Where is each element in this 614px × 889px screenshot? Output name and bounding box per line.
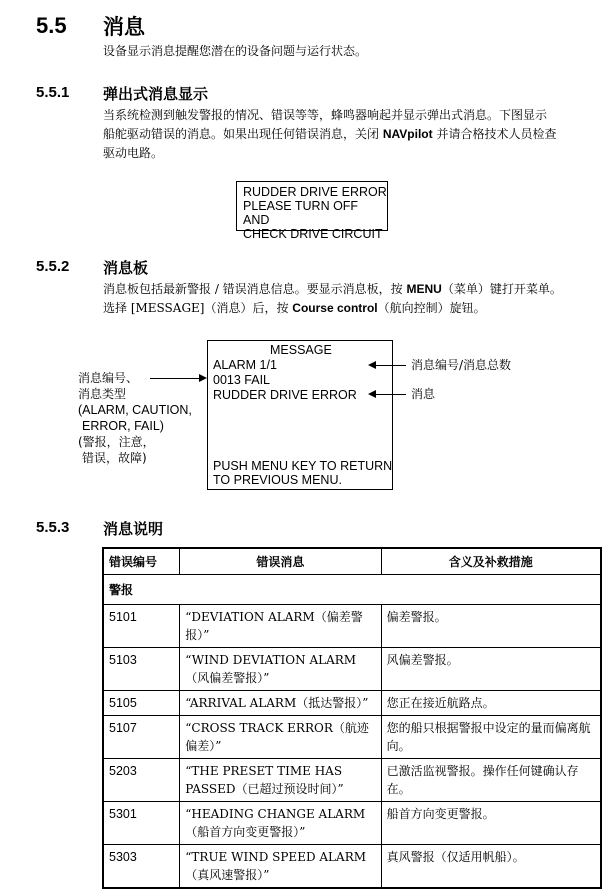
table-row [103, 845, 601, 889]
callout-left-line: (警报，注意， [78, 435, 155, 449]
board-code-line: 0013 FAIL [213, 373, 270, 387]
row-code: 5203 [103, 759, 180, 802]
popup-para-line-2: 船舵驱动错误的消息。如果出现任何错误消息，关闭 NAVpilot 并请合格技术人员检查 [103, 127, 557, 141]
message-table [102, 547, 602, 889]
header-message: 错误消息 [180, 548, 381, 575]
row-code: 5303 [103, 845, 180, 889]
menu-key-text: MENU [406, 282, 442, 296]
category-alarm: 警报 [103, 575, 601, 605]
section-intro: 设备显示消息提醒您潜在的设备问题与运行状态。 [103, 44, 368, 58]
row-meaning: 已激活监视警报。操作任何键确认存在。 [381, 759, 601, 802]
row-message: “THE PRESET TIME HAS PASSED（已超过预设时间）” [180, 759, 381, 802]
message-board-diagram [207, 340, 393, 490]
row-message: “ARRIVAL ALARM（抵达警报）” [180, 691, 381, 716]
row-meaning: 船首方向变更警报。 [381, 802, 601, 845]
callout-message-leader [376, 394, 406, 395]
callout-count-arrow-icon [368, 361, 376, 369]
section-number: 5.5 [36, 13, 67, 38]
callout-count-leader [376, 365, 406, 366]
course-control-text: Course control [292, 301, 378, 315]
board-para-line-2: 选择 [MESSAGE]（消息）后，按 Course control（航向控制）旋钮。 [103, 301, 486, 315]
row-code: 5101 [103, 605, 180, 648]
row-meaning: 偏差警报。 [381, 605, 601, 648]
row-message: “TRUE WIND SPEED ALARM（真风速警报）” [180, 845, 381, 889]
row-code: 5103 [103, 648, 180, 691]
table-row [103, 759, 601, 802]
row-message: “HEADING CHANGE ALARM（船首方向变更警报）” [180, 802, 381, 845]
row-code: 5105 [103, 691, 180, 716]
table-row [103, 716, 601, 759]
row-meaning: 您的船只根据警报中设定的量而偏离航向。 [381, 716, 601, 759]
popup-line: RUDDER DRIVE ERROR [243, 185, 387, 199]
popup-line: CHECK DRIVE CIRCUIT [243, 227, 383, 241]
callout-count-label: 消息编号/消息总数 [411, 358, 512, 372]
table-header-row [103, 548, 601, 575]
row-code: 5301 [103, 802, 180, 845]
subsection-number-desc: 5.5.3 [36, 519, 70, 536]
callout-left-leader [150, 378, 200, 379]
popup-paragraph [103, 106, 603, 163]
board-paragraph [103, 280, 603, 318]
navpilot-text: NAVpilot [382, 127, 433, 141]
popup-para-line-3: 驱动电路。 [103, 146, 164, 160]
callout-message-label: 消息 [411, 387, 436, 401]
row-meaning: 真风警报（仅适用帆船）。 [381, 845, 601, 889]
callout-left-line: (ALARM, CAUTION, [78, 403, 192, 417]
subsection-title-board: 消息板 [103, 259, 149, 277]
row-code: 5107 [103, 716, 180, 759]
callout-message-arrow-icon [368, 390, 376, 398]
popup-line: PLEASE TURN OFF AND [243, 199, 359, 227]
board-alarm-count: ALARM 1/1 [213, 358, 277, 372]
section-title: 消息 [103, 15, 145, 39]
board-footer-line: PUSH MENU KEY TO RETURN [213, 459, 393, 473]
board-para-line-1: 消息板包括最新警报 / 错误消息信息。要显示消息板，按 MENU（菜单）键打开菜单。 [103, 282, 562, 296]
table-row [103, 691, 601, 716]
board-footer-line: TO PREVIOUS MENU. [213, 473, 342, 487]
table-category-row [103, 575, 601, 605]
callout-left-arrow-icon [199, 374, 207, 382]
row-meaning: 您正在接近航路点。 [381, 691, 601, 716]
header-meaning: 含义及补救措施 [381, 548, 601, 575]
callout-left-line: 消息类型 [78, 387, 127, 401]
table-row [103, 605, 601, 648]
callout-left-line: 错误，故障) [82, 451, 147, 465]
popup-para-line-1: 当系统检测到触发警报的情况、错误等等，蜂鸣器响起并显示弹出式消息。下图显示 [103, 108, 548, 122]
table-row [103, 648, 601, 691]
subsection-number-popup: 5.5.1 [36, 84, 70, 101]
row-message: “CROSS TRACK ERROR（航迹偏差）” [180, 716, 381, 759]
callout-left-line: 消息编号、 [78, 371, 139, 385]
subsection-title-popup: 弹出式消息显示 [103, 85, 209, 103]
header-code: 错误编号 [103, 548, 180, 575]
board-message: RUDDER DRIVE ERROR [213, 388, 357, 402]
row-message: “DEVIATION ALARM（偏差警报）” [180, 605, 381, 648]
row-message: “WIND DEVIATION ALARM（风偏差警报）” [180, 648, 381, 691]
row-meaning: 风偏差警报。 [381, 648, 601, 691]
callout-left-line: ERROR, FAIL) [82, 419, 164, 433]
subsection-number-board: 5.5.2 [36, 258, 70, 275]
board-title: MESSAGE [270, 343, 332, 357]
table-row [103, 802, 601, 845]
callout-left [78, 370, 192, 466]
popup-message-box [236, 181, 388, 241]
subsection-title-desc: 消息说明 [103, 520, 164, 538]
